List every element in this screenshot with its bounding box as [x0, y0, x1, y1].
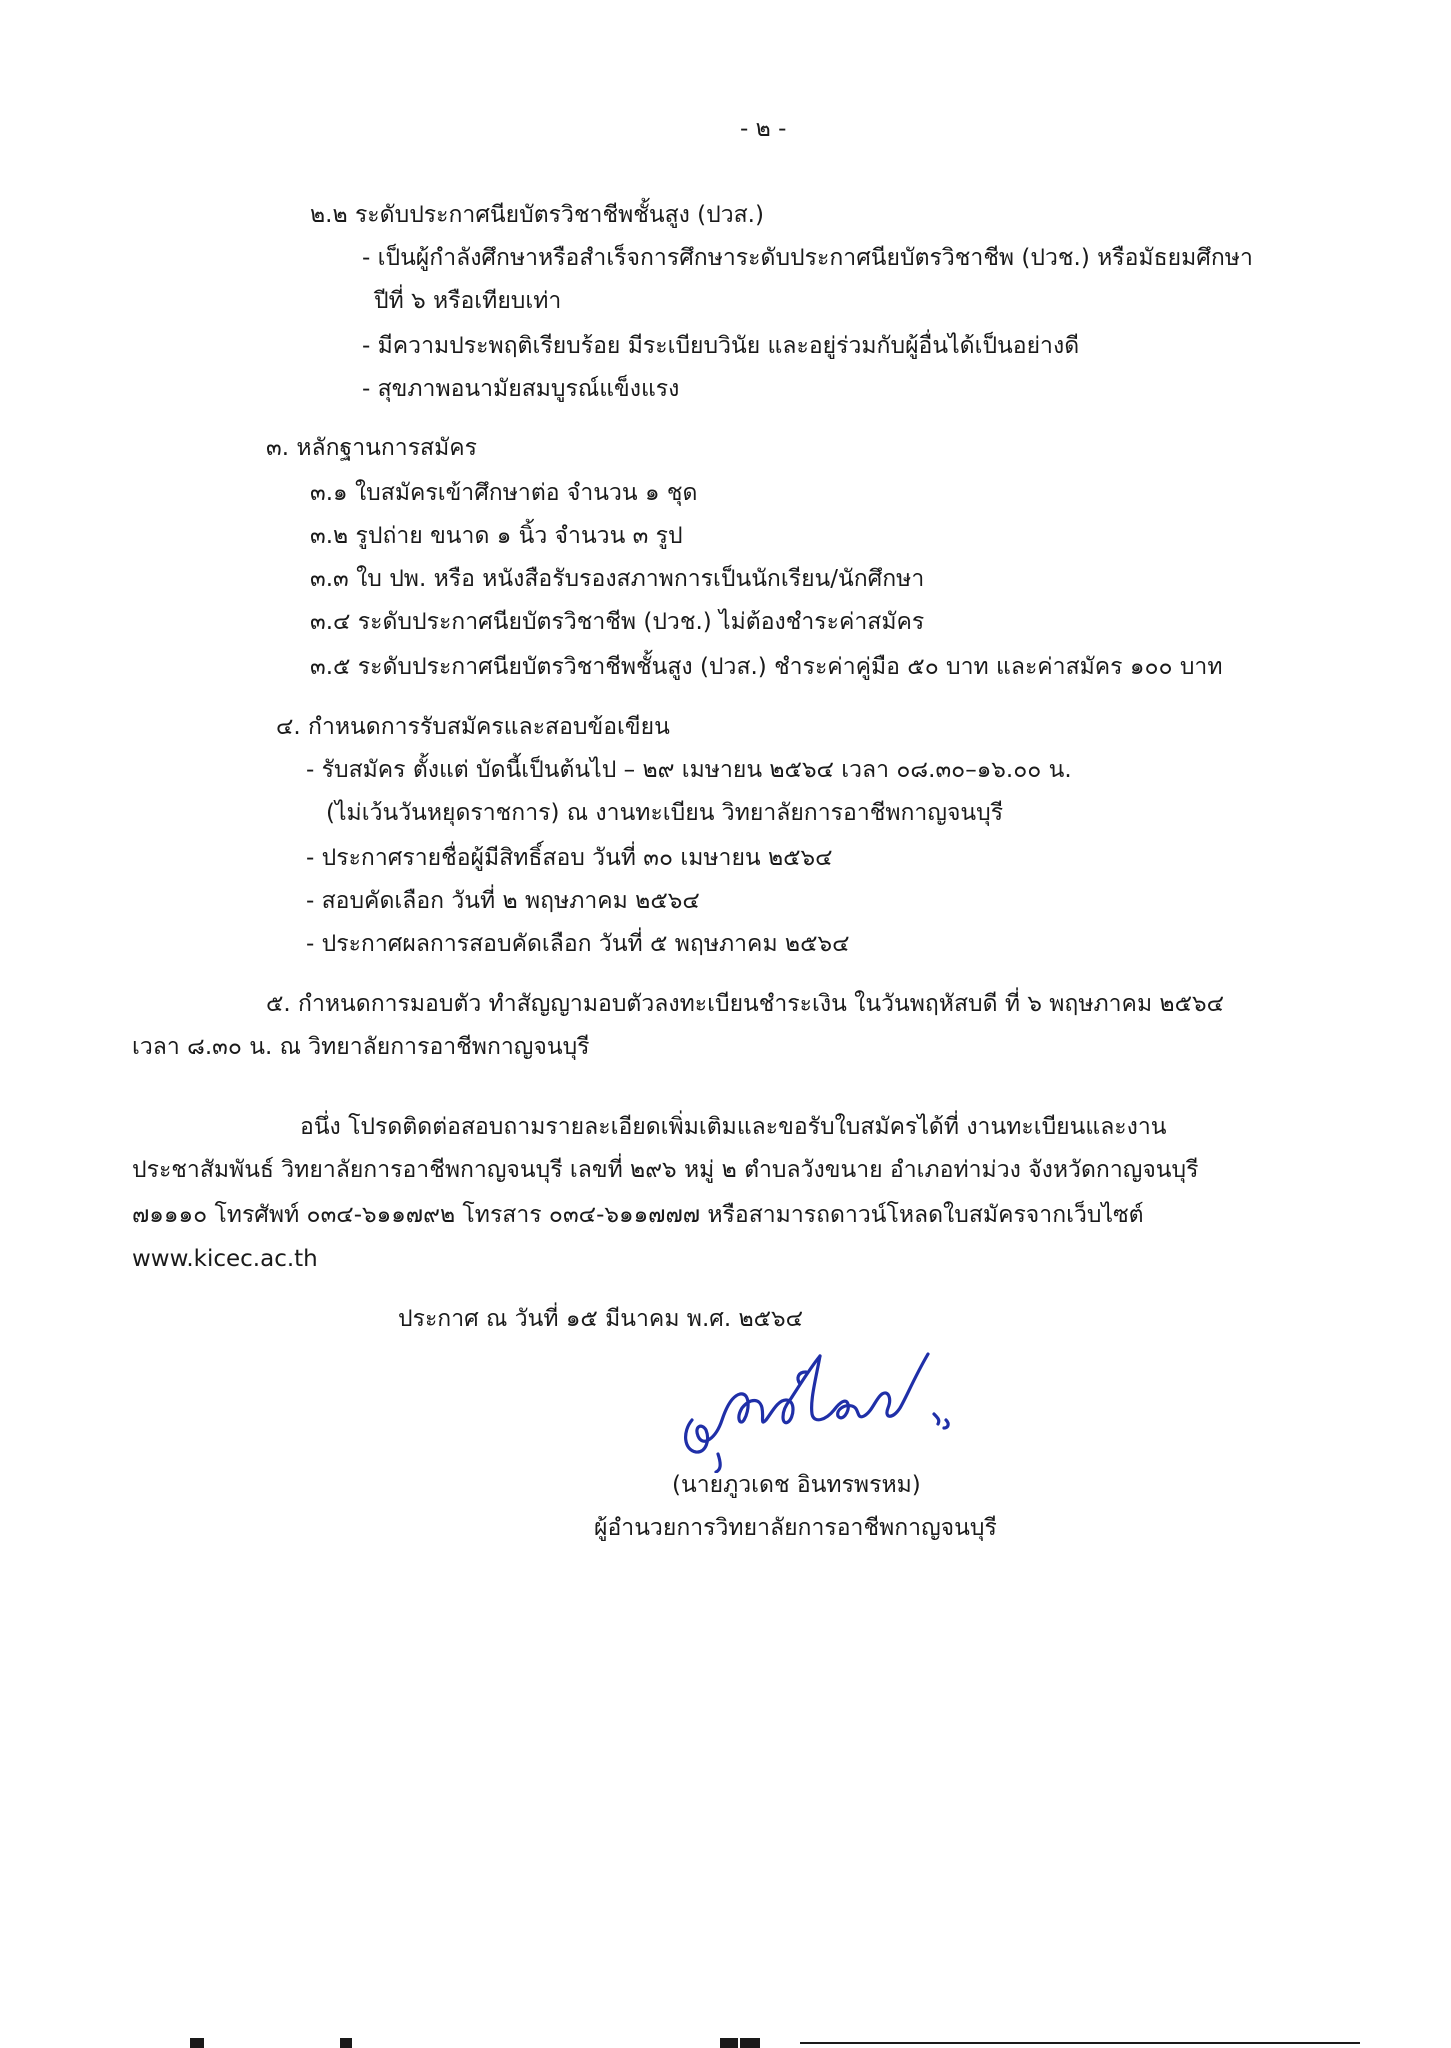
section-2-2-bullet-2: - มีความประพฤติเรียบร้อย มีระเบียบวินัย และอยู่ร่วมกับผู้อื่นได้เป็นอย่างดี [362, 333, 1080, 359]
next-page-edge-fragment [180, 2036, 1380, 2048]
section-2-2-heading: ๒.๒ ระดับประกาศนียบัตรวิชาชีพชั้นสูง (ปวส.) [310, 202, 764, 228]
section-5-line-2: เวลา ๘.๓๐ น. ณ วิทยาลัยการอาชีพกาญจนบุรี [132, 1034, 590, 1060]
section-2-2-bullet-3: - สุขภาพอนามัยสมบูรณ์แข็งแรง [362, 376, 680, 402]
signatory-title: ผู้อำนวยการวิทยาลัยการอาชีพกาญจนบุรี [594, 1515, 997, 1541]
section-3-item: ๓.๒ รูปถ่าย ขนาด ๑ นิ้ว จำนวน ๓ รูป [310, 523, 683, 549]
section-3-item: ๓.๔ ระดับประกาศนียบัตรวิชาชีพ (ปวช.) ไม่ต้องชำระค่าสมัคร [310, 609, 925, 635]
announcement-date: ประกาศ ณ วันที่ ๑๕ มีนาคม พ.ศ. ๒๕๖๔ [398, 1306, 804, 1332]
signatory-name: (นายภูวเดช อินทรพรหม) [672, 1472, 921, 1498]
section-2-2-bullet-1-continuation: ปีที่ ๖ หรือเทียบเท่า [374, 288, 562, 314]
section-3-item: ๓.๕ ระดับประกาศนียบัตรวิชาชีพชั้นสูง (ปวส.) ชำระค่าคู่มือ ๕๐ บาท และค่าสมัคร ๑๐๐ บาท [310, 654, 1223, 680]
section-4-item-2: - ประกาศรายชื่อผู้มีสิทธิ์สอบ วันที่ ๓๐ เมษายน ๒๕๖๔ [306, 845, 833, 871]
handwritten-signature [670, 1328, 960, 1473]
section-4-item-4: - ประกาศผลการสอบคัดเลือก วันที่ ๕ พฤษภาคม ๒๕๖๔ [306, 931, 850, 957]
contact-paragraph-line-2: ประชาสัมพันธ์ วิทยาลัยการอาชีพกาญจนบุรี เลขที่ ๒๙๖ หมู่ ๒ ตำบลวังขนาย อำเภอท่าม่วง จังหวัดกาญจนบุรี [132, 1157, 1199, 1183]
section-4-item-1: - รับสมัคร ตั้งแต่ บัดนี้เป็นต้นไป – ๒๙ เมษายน ๒๕๖๔ เวลา ๐๘.๓๐–๑๖.๐๐ น. [306, 757, 1072, 783]
section-4-heading: ๔. กำหนดการรับสมัครและสอบข้อเขียน [276, 714, 670, 740]
section-3-item: ๓.๑ ใบสมัครเข้าศึกษาต่อ จำนวน ๑ ชุด [310, 480, 698, 506]
section-4-item-1-continuation: (ไม่เว้นวันหยุดราชการ) ณ งานทะเบียน วิทยาลัยการอาชีพกาญจนบุรี [326, 800, 1004, 826]
section-3-heading: ๓. หลักฐานการสมัคร [266, 435, 477, 461]
contact-paragraph-line-1: อนึ่ง โปรดติดต่อสอบถามรายละเอียดเพิ่มเติมและขอรับใบสมัครได้ที่ งานทะเบียนและงาน [300, 1114, 1167, 1140]
section-4-item-3: - สอบคัดเลือก วันที่ ๒ พฤษภาคม ๒๕๖๔ [306, 888, 700, 914]
section-3-item: ๓.๓ ใบ ปพ. หรือ หนังสือรับรองสภาพการเป็นนักเรียน/นักศึกษา [310, 566, 925, 592]
section-5-line-1: ๕. กำหนดการมอบตัว ทำสัญญามอบตัวลงทะเบียนชำระเงิน ในวันพฤหัสบดี ที่ ๖ พฤษภาคม ๒๕๖๔ [266, 991, 1224, 1017]
page-number: - ๒ - [740, 116, 787, 142]
contact-paragraph-line-3: ๗๑๑๑๐ โทรศัพท์ ๐๓๔-๖๑๑๗๙๒ โทรสาร ๐๓๔-๖๑๑๗๗๗ หรือสามารถดาวน์โหลดใบสมัครจากเว็บไซต์ [132, 1202, 1144, 1228]
website-link[interactable]: www.kicec.ac.th [132, 1246, 318, 1272]
section-2-2-bullet-1: - เป็นผู้กำลังศึกษาหรือสำเร็จการศึกษาระดับประกาศนียบัตรวิชาชีพ (ปวช.) หรือมัธยมศึกษา [362, 245, 1253, 271]
